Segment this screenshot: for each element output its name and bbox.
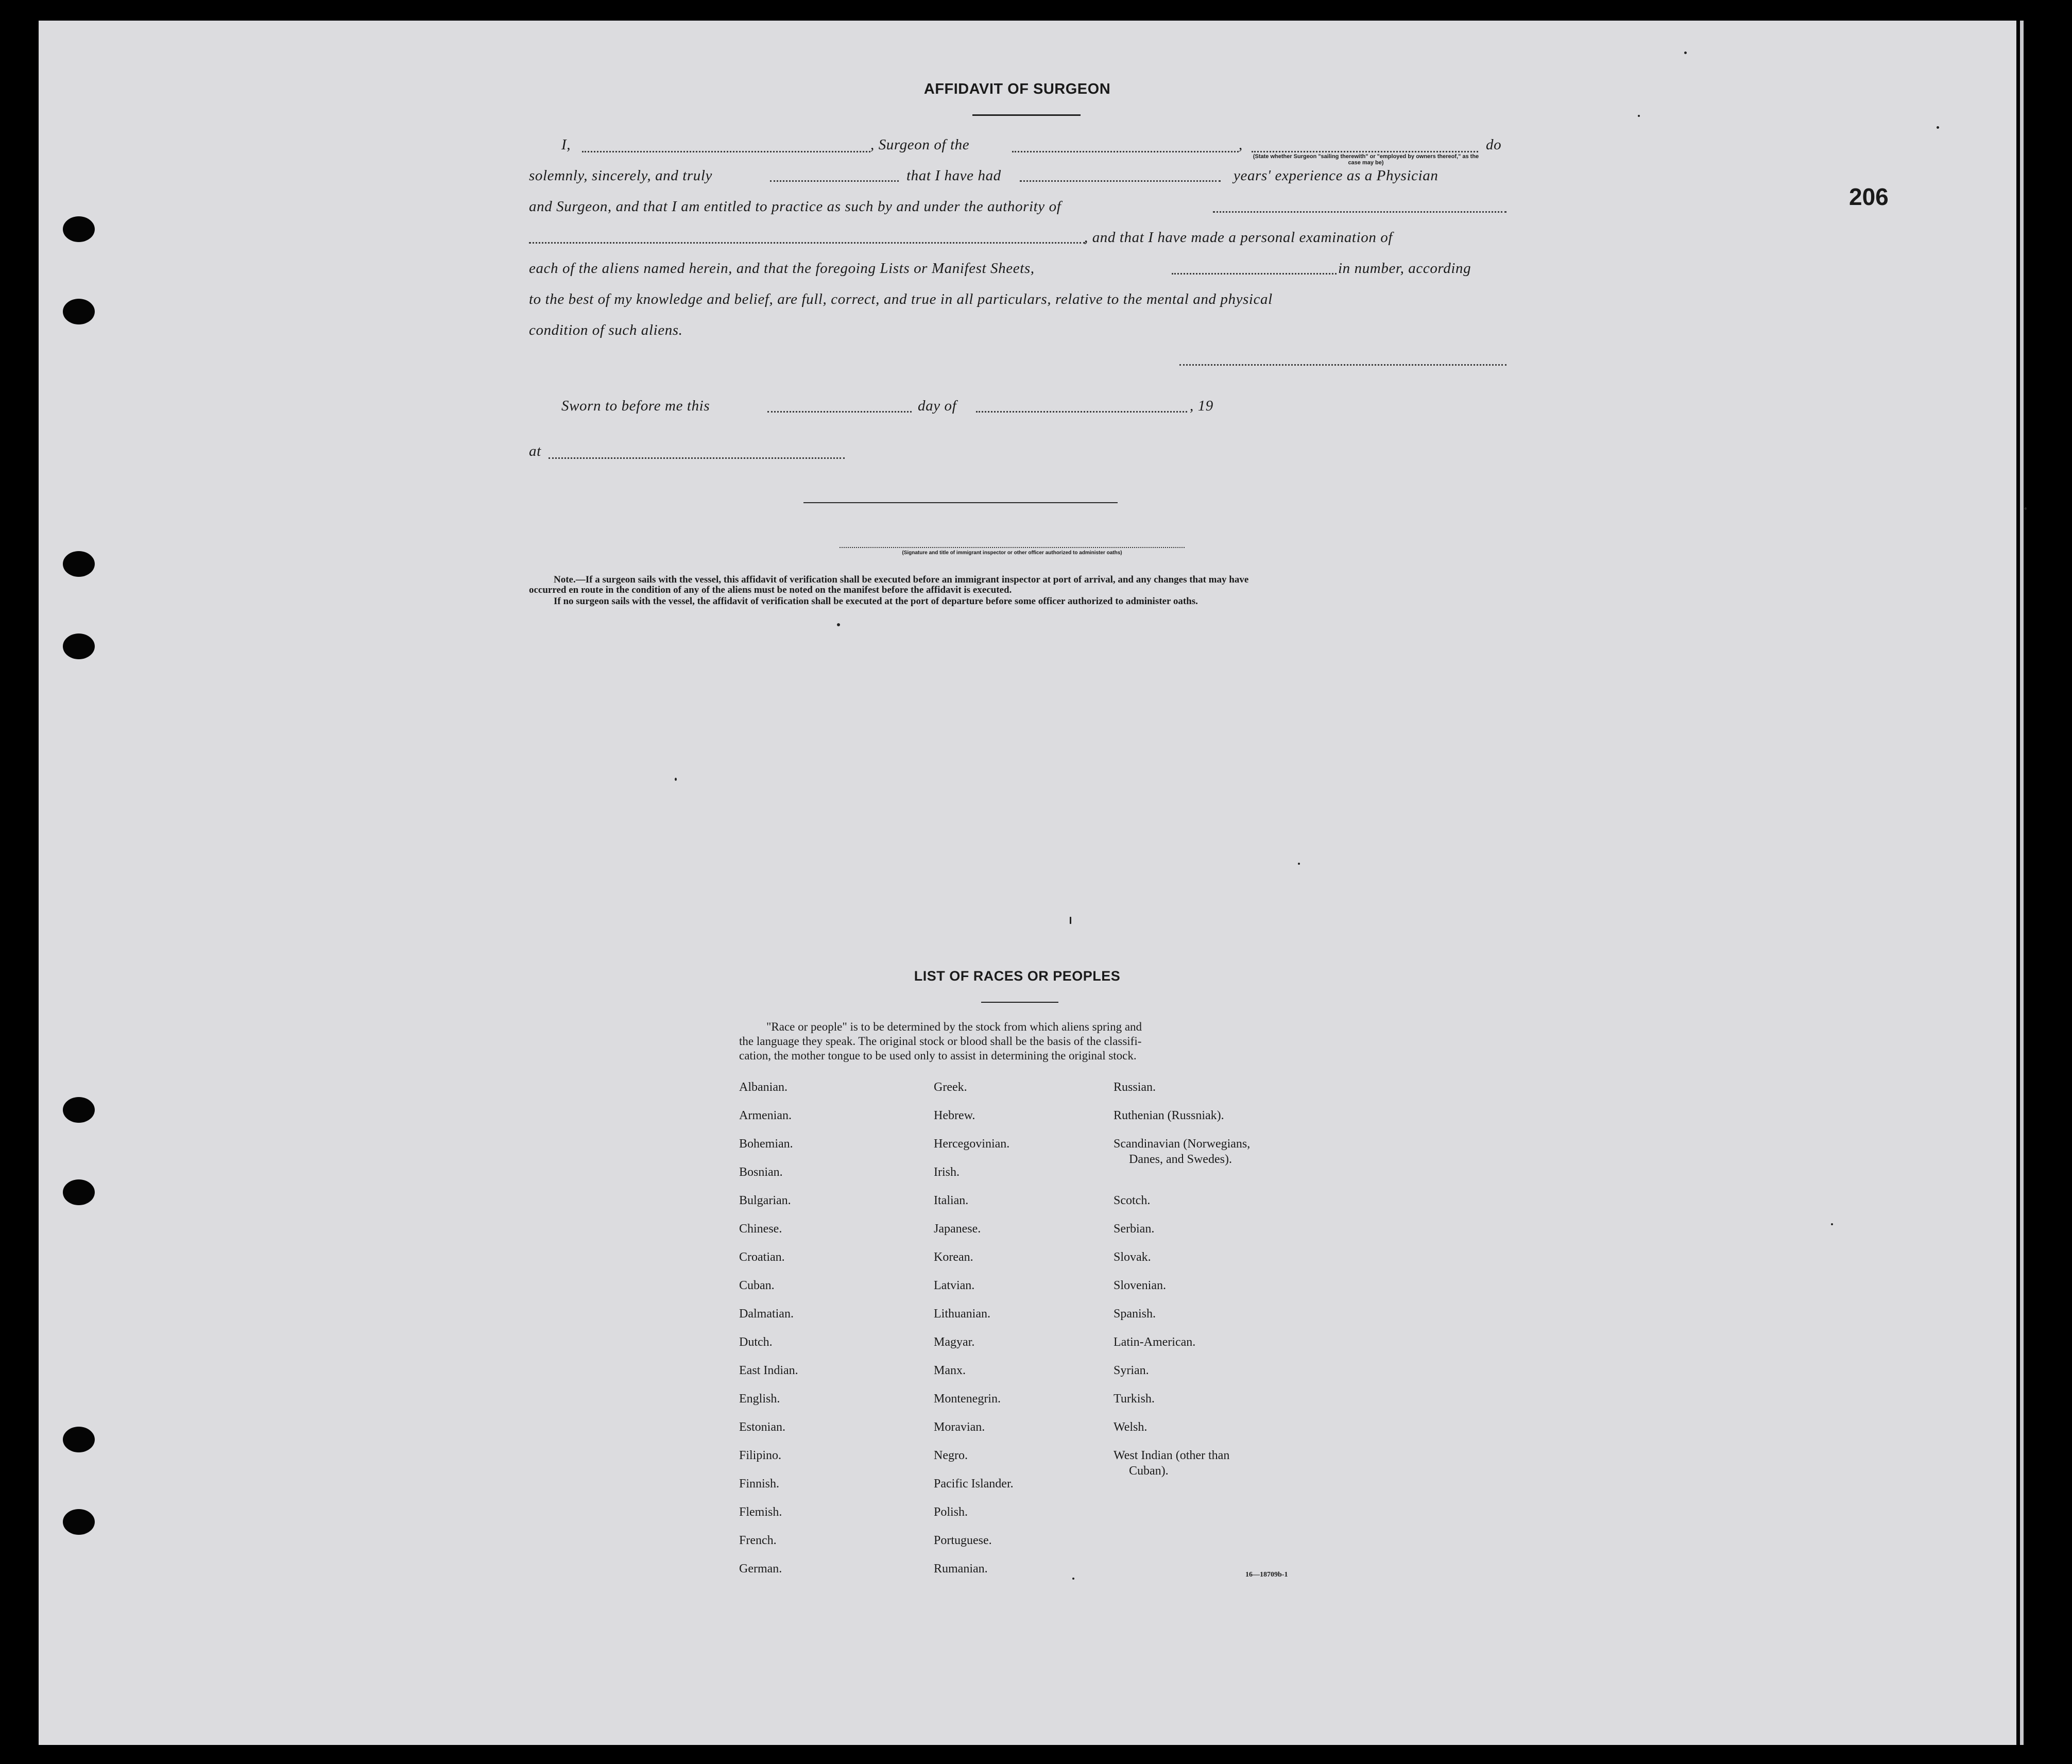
race-item: Chinese.	[739, 1222, 782, 1236]
paper-speck	[1684, 52, 1687, 54]
paper-speck	[675, 778, 677, 781]
races-title: LIST OF RACES OR PEOPLES	[914, 968, 1121, 984]
surgeon-signature-field[interactable]	[1179, 364, 1506, 366]
title-underline	[972, 114, 1081, 116]
race-item: Greek.	[934, 1081, 967, 1094]
race-item: Bulgarian.	[739, 1194, 791, 1207]
affidavit-note-3: If no surgeon sails with the vessel, the affidavit of verification shall be executed at the port of departure before some officer authorized to administer oaths.	[554, 596, 1198, 607]
race-item: Albanian.	[739, 1081, 787, 1094]
officer-signature-line	[803, 502, 1118, 503]
race-item: Magyar.	[934, 1335, 975, 1349]
surgeon-name-field[interactable]	[582, 151, 870, 152]
race-item: Polish.	[934, 1505, 968, 1519]
race-item: Bosnian.	[739, 1166, 783, 1179]
paper-speck	[2024, 507, 2027, 510]
oath-word-field[interactable]	[770, 180, 899, 182]
race-item: Latvian.	[934, 1279, 975, 1292]
paper-speck	[1937, 126, 1939, 129]
race-item: Russian.	[1114, 1081, 1156, 1094]
race-item: Syrian.	[1114, 1364, 1149, 1377]
punch-hole	[63, 551, 95, 577]
race-item: Welsh.	[1114, 1420, 1148, 1434]
do-text: do	[1486, 136, 1502, 153]
paper-speck	[1072, 1578, 1074, 1580]
race-item: French.	[739, 1534, 777, 1547]
paper-speck	[837, 623, 840, 626]
race-item: Scotch.	[1114, 1194, 1151, 1207]
race-item: Italian.	[934, 1194, 969, 1207]
punch-hole	[63, 1509, 95, 1535]
surgeon-status-note: (State whether Surgeon "sailing therewith" or "employed by owners thereof," as the case may be)	[1253, 153, 1479, 166]
race-item: Portuguese.	[934, 1534, 992, 1547]
comma-text: ,	[1239, 136, 1243, 153]
race-item: English.	[739, 1392, 780, 1406]
day-of-text: day of	[918, 398, 957, 414]
race-item: Serbian.	[1114, 1222, 1155, 1236]
race-item: Flemish.	[739, 1505, 782, 1519]
race-item: Scandinavian (Norwegians,	[1114, 1137, 1251, 1151]
race-item: Ruthenian (Russniak).	[1114, 1109, 1224, 1122]
race-item: West Indian (other than	[1114, 1449, 1230, 1462]
paper-speck	[1298, 863, 1300, 865]
races-title-underline	[981, 1002, 1058, 1003]
race-item: Filipino.	[739, 1449, 782, 1462]
authority-text: and Surgeon, and that I am entitled to practice as such by and under the authority of	[529, 198, 1061, 215]
race-item: Danes, and Swedes).	[1129, 1153, 1232, 1166]
race-item: Cuban).	[1129, 1464, 1169, 1478]
race-item: Montenegrin.	[934, 1392, 1001, 1406]
paper-speck	[1638, 115, 1640, 117]
years-field[interactable]	[1020, 180, 1221, 182]
race-item: Dutch.	[739, 1335, 773, 1349]
race-item: Croatian.	[739, 1251, 785, 1264]
sworn-text: Sworn to before me this	[561, 398, 710, 414]
punch-hole	[63, 1179, 95, 1205]
race-item: Slovenian.	[1114, 1279, 1166, 1292]
race-item: Pacific Islander.	[934, 1477, 1014, 1491]
race-item: Irish.	[934, 1166, 960, 1179]
races-intro-1: "Race or people" is to be determined by the stock from which aliens spring and	[766, 1020, 1142, 1033]
document-page	[39, 21, 2016, 1745]
condition-text: condition of such aliens.	[529, 322, 683, 338]
have-had-text: that I have had	[906, 167, 1001, 184]
surgeon-status-field[interactable]	[1252, 151, 1478, 152]
affidavit-title: AFFIDAVIT OF SURGEON	[923, 81, 1111, 97]
punch-hole	[63, 216, 95, 242]
race-item: Finnish.	[739, 1477, 780, 1491]
race-item: German.	[739, 1562, 782, 1575]
race-item: Korean.	[934, 1251, 973, 1264]
at-text: at	[529, 443, 541, 459]
examination-text: , and that I have made a personal examination of	[1084, 229, 1393, 246]
race-item: Turkish.	[1114, 1392, 1155, 1406]
year-text: , 19	[1190, 398, 1213, 414]
vessel-name-field[interactable]	[1012, 151, 1239, 152]
in-number-text: in number, according	[1338, 260, 1471, 277]
paper-speck	[1070, 917, 1071, 924]
race-item: Spanish.	[1114, 1307, 1156, 1321]
sheet-count-field[interactable]	[1172, 273, 1337, 275]
punch-hole	[63, 1097, 95, 1123]
affidavit-note-2: occurred en route in the condition of any of the aliens must be noted on the manifest before the affidavit is executed.	[529, 585, 1012, 595]
race-item: Hercegovinian.	[934, 1137, 1010, 1151]
page-number: 206	[1849, 183, 1889, 210]
race-item: Estonian.	[739, 1420, 785, 1434]
race-item: Bohemian.	[739, 1137, 793, 1151]
race-item: East Indian.	[739, 1364, 798, 1377]
sworn-day-field[interactable]	[767, 411, 912, 413]
races-intro-3: cation, the mother tongue to be used only to assist in determining the original stock.	[739, 1049, 1137, 1062]
race-item: Japanese.	[934, 1222, 981, 1236]
authority-field[interactable]	[1213, 211, 1506, 213]
race-item: Lithuanian.	[934, 1307, 990, 1321]
race-item: Hebrew.	[934, 1109, 975, 1122]
punch-hole	[63, 299, 95, 324]
years-experience-text: years' experience as a Physician	[1234, 167, 1439, 184]
race-item: Dalmatian.	[739, 1307, 794, 1321]
signature-caption: (Signature and title of immigrant inspector or other officer authorized to administer oaths)	[902, 550, 1122, 556]
race-item: Armenian.	[739, 1109, 792, 1122]
aliens-named-text: each of the aliens named herein, and that the foregoing Lists or Manifest Sheets,	[529, 260, 1035, 277]
race-item: Rumanian.	[934, 1562, 988, 1575]
paper-speck	[1831, 1223, 1833, 1225]
page-fold	[2020, 21, 2024, 1745]
sworn-month-field[interactable]	[976, 411, 1187, 413]
race-item: Slovak.	[1114, 1251, 1151, 1264]
affidavit-i: I,	[561, 136, 571, 153]
race-item: Manx.	[934, 1364, 966, 1377]
races-intro-2: the language they speak. The original stock or blood shall be the basis of the classifi-	[739, 1035, 1142, 1048]
knowledge-text: to the best of my knowledge and belief, are full, correct, and true in all particulars, relative to the mental and physical	[529, 291, 1273, 307]
race-item: Cuban.	[739, 1279, 775, 1292]
punch-hole	[63, 1427, 95, 1452]
race-item: Latin-American.	[1114, 1335, 1196, 1349]
race-item: Moravian.	[934, 1420, 985, 1434]
form-number: 16—18709b-1	[1245, 1571, 1288, 1579]
sworn-place-field[interactable]	[549, 457, 845, 459]
officer-title-field[interactable]	[840, 547, 1185, 548]
solemnly-text: solemnly, sincerely, and truly	[529, 167, 713, 184]
affidavit-note-1: Note.—If a surgeon sails with the vessel, this affidavit of verification shall be executed before an immigrant inspector at port of arrival, and any changes that may have	[554, 574, 1249, 585]
authority-field-continued[interactable]	[529, 242, 1085, 244]
punch-hole	[63, 633, 95, 659]
surgeon-of-the-text: , Surgeon of the	[870, 136, 970, 153]
race-item: Negro.	[934, 1449, 968, 1462]
